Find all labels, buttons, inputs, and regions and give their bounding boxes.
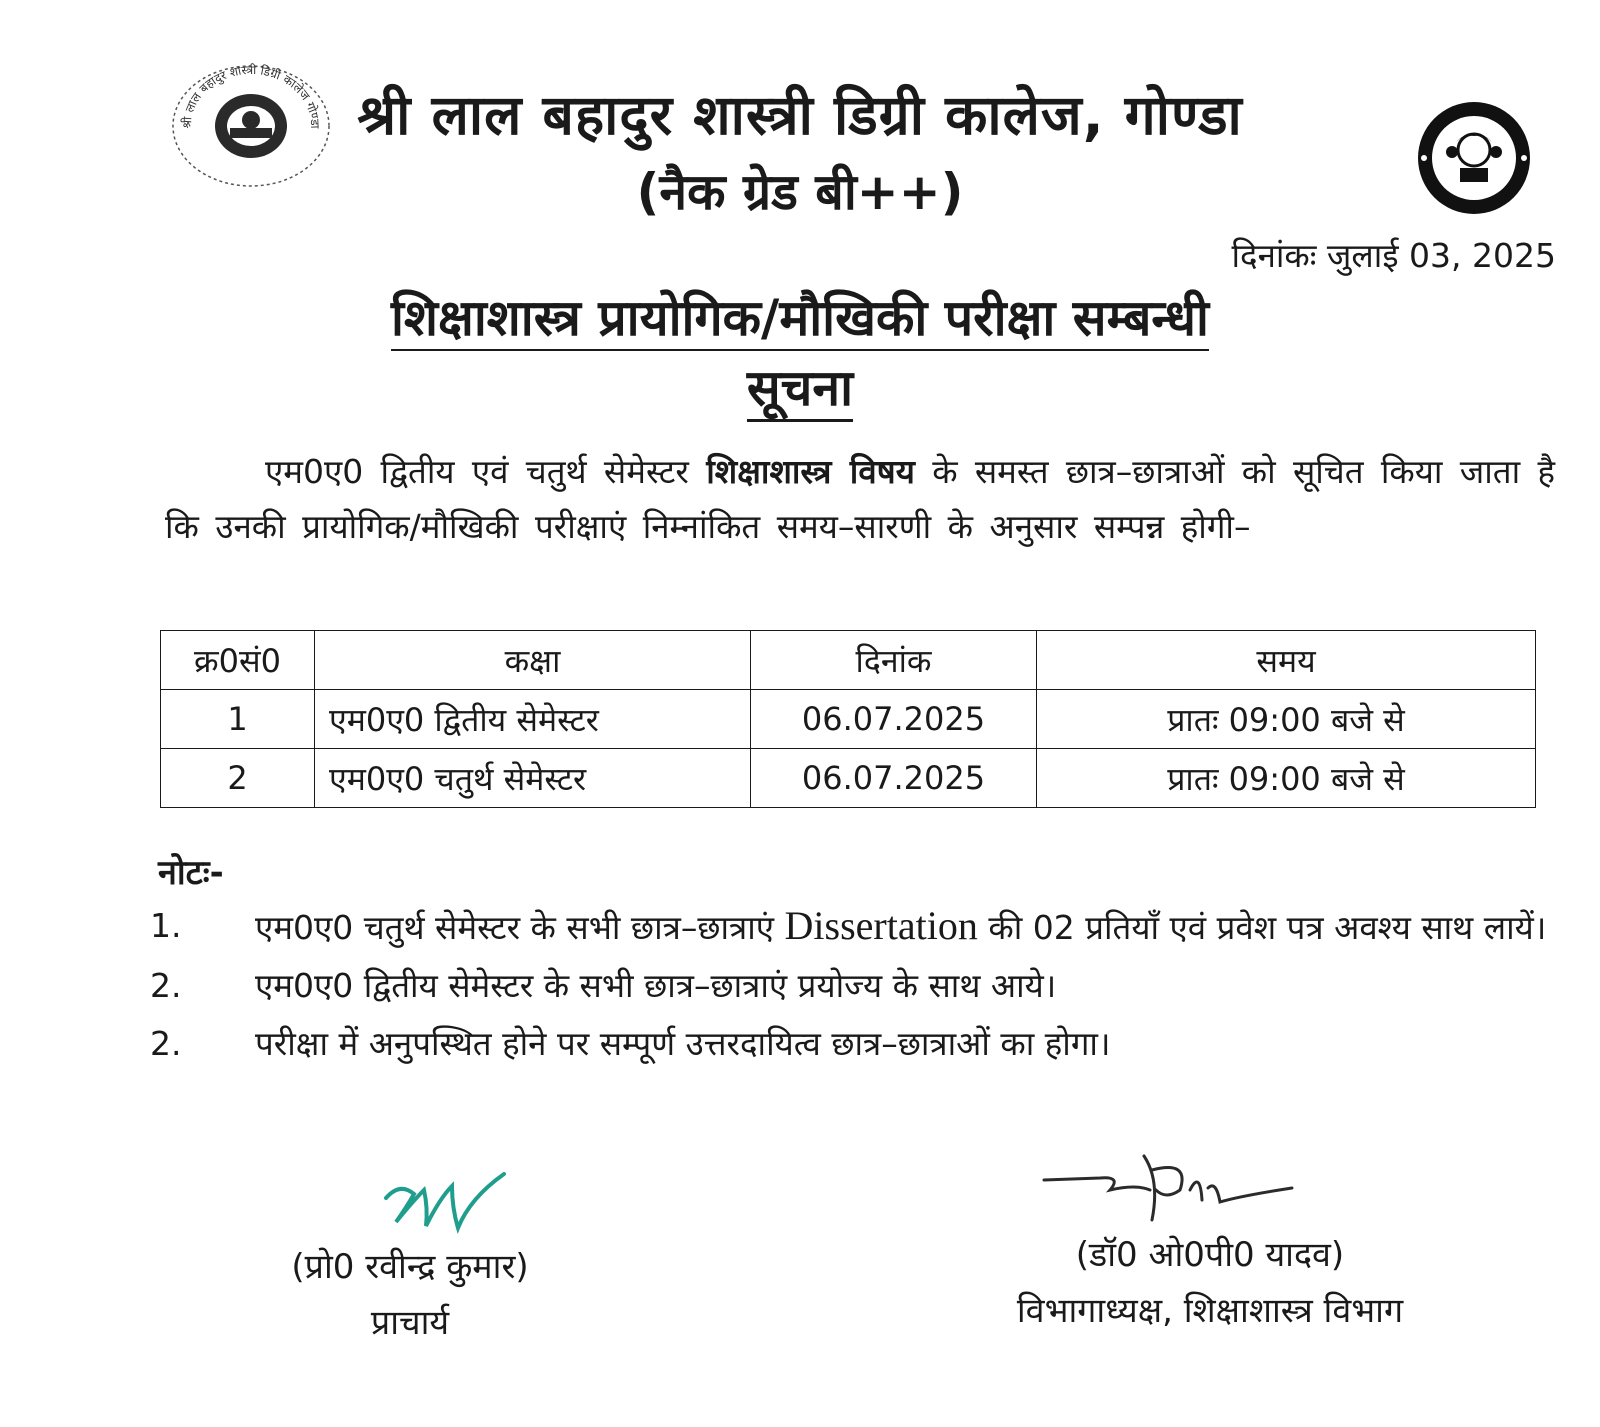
note-item bbox=[150, 958, 1570, 1014]
schedule-table bbox=[160, 630, 1536, 808]
table-row bbox=[161, 690, 1536, 749]
hod-signature bbox=[1040, 1150, 1300, 1240]
row-class: एम0ए0 चतुर्थ सेमेस्टर bbox=[315, 749, 751, 808]
row-sno: 2 bbox=[161, 749, 315, 808]
logo-left-text: श्री लाल बहादुर शास्त्री डिग्री कालेज गोण्डा bbox=[179, 62, 323, 129]
note-text-a: एम0ए0 चतुर्थ सेमेस्टर के सभी छात्र–छात्राएं bbox=[255, 908, 775, 947]
note-english-term: Dissertation bbox=[784, 903, 978, 948]
notice-title-text: सूचना bbox=[747, 359, 853, 422]
notice-title bbox=[0, 352, 1600, 420]
header-time: समय bbox=[1037, 631, 1536, 690]
paragraph-part2: के समस्त छात्र–छात्राओं को सूचित किया जाता है कि उनकी प्रायोगिक/मौखिकी परीक्षाएं निम्नांकित समय–सारणी के अनुसार सम्पन्न होगी– bbox=[165, 452, 1555, 546]
row-date: 06.07.2025 bbox=[751, 690, 1037, 749]
note-number: 2. bbox=[150, 966, 182, 1005]
notice-subject bbox=[0, 282, 1600, 350]
principal-designation: प्राचार्य bbox=[370, 1303, 450, 1343]
header-class: कक्षा bbox=[315, 631, 751, 690]
principal-signature bbox=[380, 1168, 510, 1238]
header-sno: क्र0सं0 bbox=[161, 631, 315, 690]
note-number: 2. bbox=[150, 1024, 182, 1063]
row-date: 06.07.2025 bbox=[751, 749, 1037, 808]
table-row bbox=[161, 749, 1536, 808]
paragraph-bold: शिक्षाशास्त्र विषय bbox=[706, 452, 915, 491]
naac-grade: (नैक ग्रेड बी++) bbox=[636, 163, 964, 221]
hod-name: (डॉ0 ओ0पी0 यादव) bbox=[1075, 1235, 1345, 1275]
note-text: परीक्षा में अनुपस्थित होने पर सम्पूर्ण उत्तरदायित्व छात्र–छात्राओं का होगा। bbox=[255, 1024, 1111, 1063]
notice-subject-text: शिक्षाशास्त्र प्रायोगिक/मौखिकी परीक्षा सम्बन्धी bbox=[391, 289, 1209, 351]
table-header-row bbox=[161, 631, 1536, 690]
header-date: दिनांक bbox=[751, 631, 1037, 690]
college-name: श्री लाल बहादुर शास्त्री डिग्री कालेज, गोण्डा bbox=[357, 83, 1243, 147]
row-time: प्रातः 09:00 बजे से bbox=[1037, 749, 1536, 808]
hod-designation: विभागाध्यक्ष, शिक्षाशास्त्र विभाग bbox=[1016, 1291, 1404, 1331]
row-class: एम0ए0 द्वितीय सेमेस्टर bbox=[315, 690, 751, 749]
principal-name: (प्रो0 रवीन्द्र कुमार) bbox=[291, 1247, 529, 1287]
notice-date: दिनांकः जुलाई 03, 2025 bbox=[1231, 236, 1556, 275]
row-sno: 1 bbox=[161, 690, 315, 749]
note-number: 1. bbox=[150, 906, 182, 945]
row-time: प्रातः 09:00 बजे से bbox=[1037, 690, 1536, 749]
note-text: एम0ए0 द्वितीय सेमेस्टर के सभी छात्र–छात्राएं प्रयोज्य के साथ आये। bbox=[255, 966, 1057, 1005]
notes-list bbox=[150, 898, 1570, 1074]
note-item bbox=[150, 898, 1570, 956]
notes-heading: नोटः- bbox=[158, 853, 224, 893]
notice-paragraph bbox=[165, 444, 1555, 554]
note-text-b: की 02 प्रतियाँ एवं प्रवेश पत्र अवश्य साथ लायें। bbox=[988, 908, 1547, 947]
paragraph-part1: एम0ए0 द्वितीय एवं चतुर्थ सेमेस्टर bbox=[265, 452, 689, 491]
note-item bbox=[150, 1016, 1570, 1072]
